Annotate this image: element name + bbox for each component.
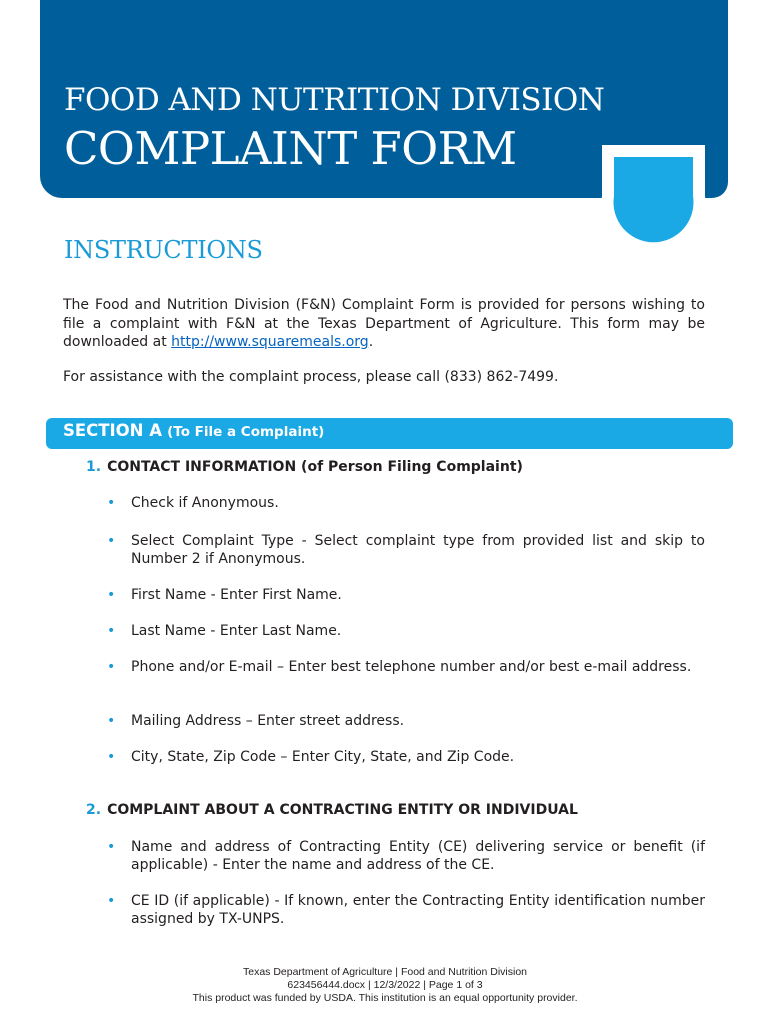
list-item [107, 748, 705, 766]
division-title: FOOD AND NUTRITION DIVISION [64, 82, 605, 118]
item-2-heading [86, 802, 578, 818]
intro-paragraph [63, 296, 705, 352]
list-item [107, 892, 705, 928]
bullet-dot-icon: • [107, 623, 116, 639]
section-a-label: SECTION A [63, 421, 163, 440]
intro-end: . [368, 334, 374, 350]
squaremeals-link[interactable]: http://www.squaremeals.org [171, 334, 369, 350]
item-1-title: CONTACT INFORMATION (of Person Filing Complaint) [107, 459, 523, 475]
footer-disclaimer: This product was funded by USDA. This institution is an equal opportunity provider. [192, 992, 578, 1004]
form-title: COMPLAINT FORM [64, 122, 517, 175]
list-item-text: Last Name - Enter Last Name. [131, 623, 342, 639]
list-item-text: First Name - Enter First Name. [131, 587, 342, 603]
item-1-number: 1. [86, 459, 102, 475]
list-item-text: Name and address of Contracting Entity (CE) delivering service or benefit (if applicable) - Enter the name and address of the CE. [131, 839, 705, 873]
bullet-dot-icon: • [107, 713, 116, 729]
bullet-dot-icon: • [107, 533, 116, 549]
water-drop-icon [596, 139, 711, 254]
list-item-text: City, State, Zip Code – Enter City, State, and Zip Code. [131, 749, 515, 765]
section-a-title [63, 421, 324, 440]
list-item [107, 838, 705, 874]
item-2-title: COMPLAINT ABOUT A CONTRACTING ENTITY OR INDIVIDUAL [107, 802, 578, 818]
item-1-heading [86, 459, 523, 475]
bullet-dot-icon: • [107, 749, 116, 765]
assistance-paragraph: For assistance with the complaint process, please call (833) 862-7499. [63, 369, 559, 385]
section-a-header [46, 418, 733, 449]
footer-document-info: 623456444.docx | 12/3/2022 | Page 1 of 3 [287, 979, 483, 991]
list-item-text: Phone and/or E-mail – Enter best telephone number and/or best e-mail address. [131, 659, 692, 675]
bullet-dot-icon: • [107, 587, 116, 603]
list-item-text: Check if Anonymous. [131, 495, 279, 511]
list-item [107, 658, 705, 676]
list-item [107, 712, 705, 730]
list-item [107, 622, 705, 640]
list-item [107, 586, 705, 604]
item-2-number: 2. [86, 802, 102, 818]
footer-department: Texas Department of Agriculture | Food and Nutrition Division [242, 966, 528, 978]
bullet-dot-icon: • [107, 839, 116, 855]
bullet-dot-icon: • [107, 893, 116, 909]
bullet-dot-icon: • [107, 495, 116, 511]
instructions-heading: INSTRUCTIONS [64, 236, 263, 264]
list-item [107, 494, 705, 512]
intro-text: The Food and Nutrition Division (F&N) Complaint Form is provided for persons wishing to file a complaint with F&N at the Texas Department of Agriculture. This form may be downloaded at [63, 297, 705, 350]
list-item-text: Mailing Address – Enter street address. [131, 713, 405, 729]
section-a-subtitle: (To File a Complaint) [167, 424, 325, 440]
list-item-text: Select Complaint Type - Select complaint type from provided list and skip to Number 2 if Anonymous. [131, 533, 705, 567]
list-item-text: CE ID (if applicable) - If known, enter the Contracting Entity identification number assigned by TX-UNPS. [131, 893, 705, 927]
list-item [107, 532, 705, 568]
bullet-dot-icon: • [107, 659, 116, 675]
